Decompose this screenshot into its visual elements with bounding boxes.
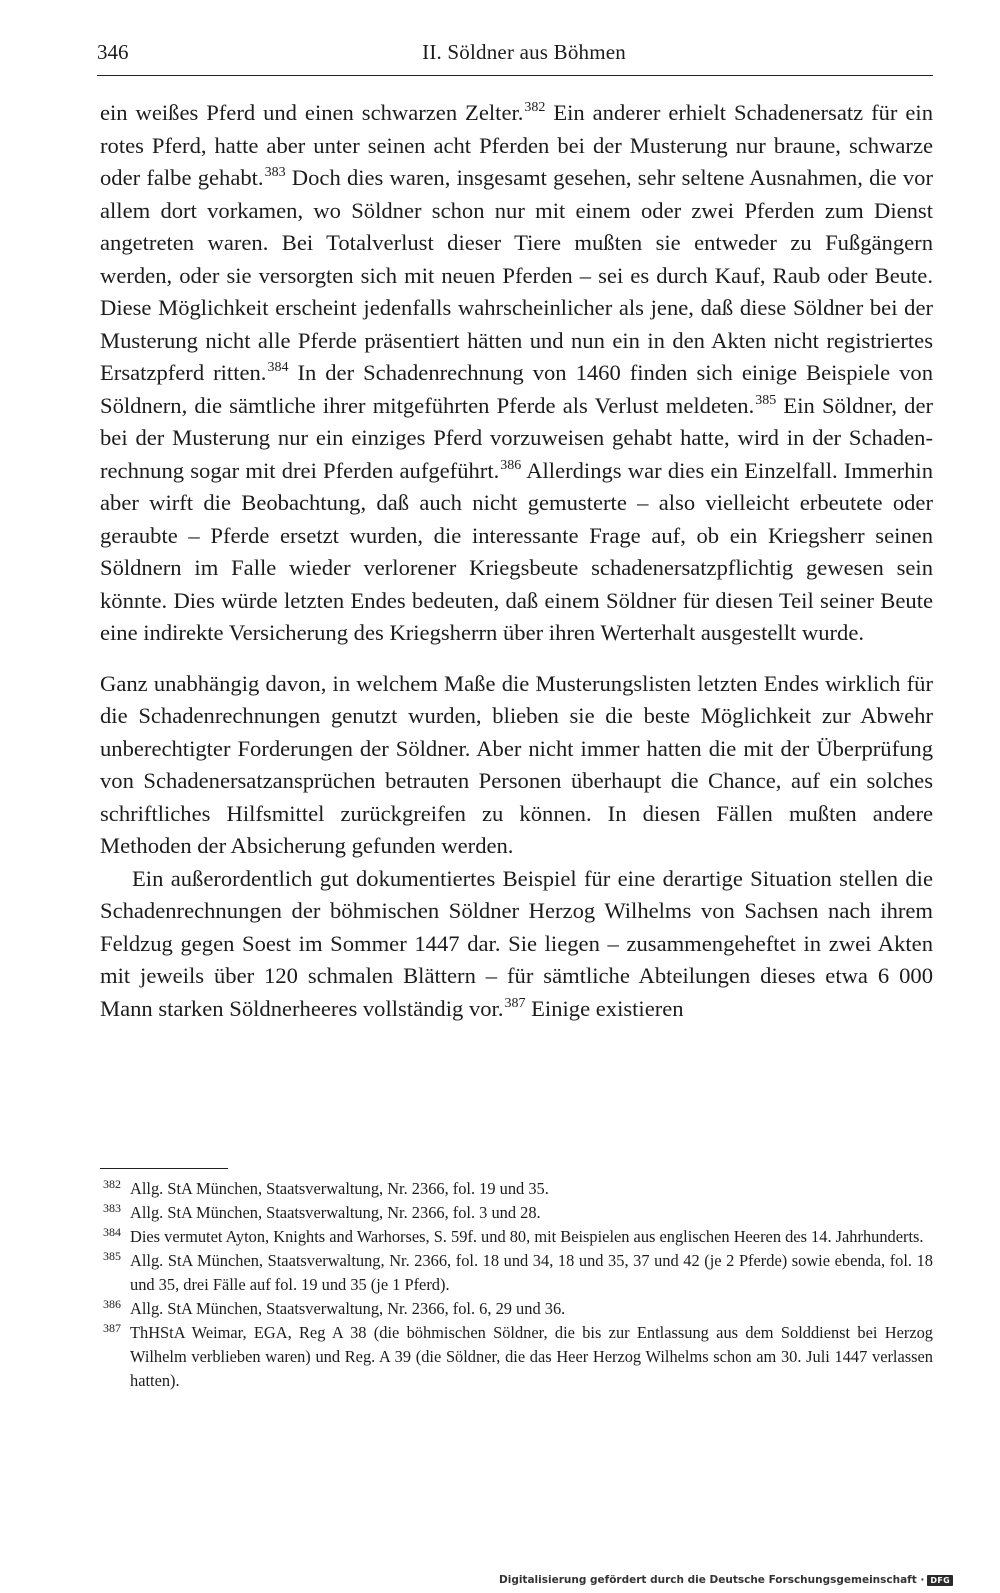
footnote-ref-382[interactable]: 382: [524, 100, 546, 116]
paragraph-2: Ganz unabhängig davon, in welchem Maße die Musterungslisten letzten Endes wirklich für die Schadenrechnungen genutzt wurden, blieben sie die beste Möglichkeit zur Abwehr unberechtigter Forderungen der Söldner. Aber nicht immer hatten die mit der Überprüfung von Schadenersatzansprüchen betrauten Personen überhaupt die Chance, auf ein solches schriftliches Hilfsmittel zurückgreifen zu können. In diesen Fällen mußten andere Methoden der Absicherung gefunden werden.: [100, 670, 933, 858]
footnote-ref-387[interactable]: 387: [504, 995, 526, 1011]
footnote-ref-384[interactable]: 384: [267, 360, 289, 376]
footnote-text: Dies vermutet Ayton, Knights and Warhorses, S. 59f. und 80, mit Beispielen aus englischen Heeren des 14. Jahrhunderts.: [130, 1227, 924, 1246]
footnote-number: 382: [103, 1177, 121, 1191]
body-text: [100, 97, 933, 1025]
text-run: Doch dies waren, insgesamt gesehen, sehr seltene Ausnahmen, die vor allem dort vorkamen, wo Söldner schon nur mit einem oder zwei Pferden zum Dienst angetreten waren. Bei Totalverlust dieser Tiere mußten sie entweder zu Fußgängern werden, oder sie versorgten sich mit neuen Pferden – sei es durch Kauf, Raub oder Beute. Diese Möglichkeit erscheint jedenfalls wahrscheinlicher als jene, daß diese Söldner bei der Musterung nicht alle Pferde präsentiert hätten und nun ein in den Akten nicht registriertes Ersatzpferd ritten.: [100, 165, 933, 385]
text-run: Ein Söldner, der bei der Musterung nur ein einziges Pferd vorzuweisen gehabt hatte, wird in der Schadenrechnung sogar mit drei Pferden aufgeführt.: [100, 392, 933, 483]
footnote: [100, 1249, 933, 1297]
footnote-number: 384: [103, 1225, 121, 1239]
header-rule: [97, 75, 933, 76]
footnote-text: Allg. StA München, Staatsverwaltung, Nr. 2366, fol. 18 und 34, 18 und 35, 37 und 42 (je 2 Pferde) sowie ebenda, fol. 18 und 35, drei Fälle auf fol. 19 und 35 (je 1 Pferd).: [130, 1251, 933, 1294]
running-head: II. Söldner aus Böhmen: [422, 40, 626, 64]
text-run: Einige existieren: [525, 995, 684, 1021]
footnote: [100, 1297, 933, 1321]
footnote-number: 385: [103, 1249, 121, 1263]
footnote-text: Allg. StA München, Staatsverwaltung, Nr. 2366, fol. 6, 29 und 36.: [130, 1299, 566, 1318]
page-number: 346: [97, 40, 129, 64]
footnote-number: 386: [103, 1297, 121, 1311]
footnote-ref-386[interactable]: 386: [500, 457, 522, 473]
dfg-logo: DFG: [927, 1575, 953, 1586]
footnote: [100, 1321, 933, 1393]
text-run: ein weißes Pferd und einen schwarzen Zelter.: [100, 100, 524, 125]
footnotes: [100, 1177, 933, 1393]
footnote-number: 383: [103, 1201, 121, 1215]
footnote-ref-385[interactable]: 385: [755, 392, 777, 408]
footnote: [100, 1177, 933, 1201]
paragraph-1: [100, 97, 933, 650]
text-run: Allerdings war dies ein Einzelfall. Immerhin aber wirft die Beobachtung, daß auch nicht gemusterte – also vielleicht erbeutete oder geraubte – Pferde ersetzt wurden, die interessante Frage auf, ob ein Kriegsherr seinen Söldnern im Falle wieder verlorener Kriegsbeute schadenersatzpflichtig gewesen sein könnte. Dies würde letzten Endes bedeuten, daß einem Söldner für diesen Teil seiner Beute eine indirekte Versicherung des Kriegsherrn über ihren Werterhalt ausgestellt wurde.: [100, 457, 933, 645]
footnote: [100, 1225, 933, 1249]
digitization-credit: [499, 1574, 953, 1586]
footnote-number: 387: [103, 1321, 121, 1335]
paragraph-3: [100, 863, 933, 1026]
credit-text: Digitalisierung gefördert durch die Deutsche Forschungsgemeinschaft ·: [499, 1574, 925, 1586]
text-run: Ein außerordentlich gut dokumentiertes Beispiel für eine derartige Situation stellen die Schadenrechnungen der böhmischen Söldner Herzog Wilhelms von Sachsen nach ihrem Feldzug gegen Soest im Sommer 1447 dar. Sie liegen – zusammengeheftet in zwei Akten mit jeweils über 120 schmalen Blättern – für sämtliche Abteilungen dieses etwa 6 000 Mann starken Söldnerheeres vollständig vor.: [100, 865, 933, 1021]
footnote-rule: [100, 1168, 228, 1169]
footnote-text: Allg. StA München, Staatsverwaltung, Nr. 2366, fol. 3 und 28.: [130, 1203, 541, 1222]
footnote: [100, 1201, 933, 1225]
footnote-text: Allg. StA München, Staatsverwaltung, Nr. 2366, fol. 19 und 35.: [130, 1179, 549, 1198]
footnote-ref-383[interactable]: 383: [264, 165, 286, 181]
footnote-text: ThHStA Weimar, EGA, Reg A 38 (die böhmischen Söldner, die bis zur Entlassung aus dem Solddienst bei Herzog Wilhelm verblieben waren) und Reg. A 39 (die Söldner, die das Heer Herzog Wilhelms schon am 30. Juli 1447 verlassen hatten).: [130, 1323, 933, 1390]
text-run: Ein anderer erhielt Schadenersatz für ein rotes Pferd, hatte aber unter seinen acht Pferden bei der Musterung nur braune, schwarze oder falbe gehabt.: [100, 100, 933, 190]
text-run: In der Schadenrechnung von 1460 finden sich einige Beispiele von Söldnern, die sämtliche ihrer mitgeführten Pferde als Verlust meldeten.: [100, 360, 933, 418]
